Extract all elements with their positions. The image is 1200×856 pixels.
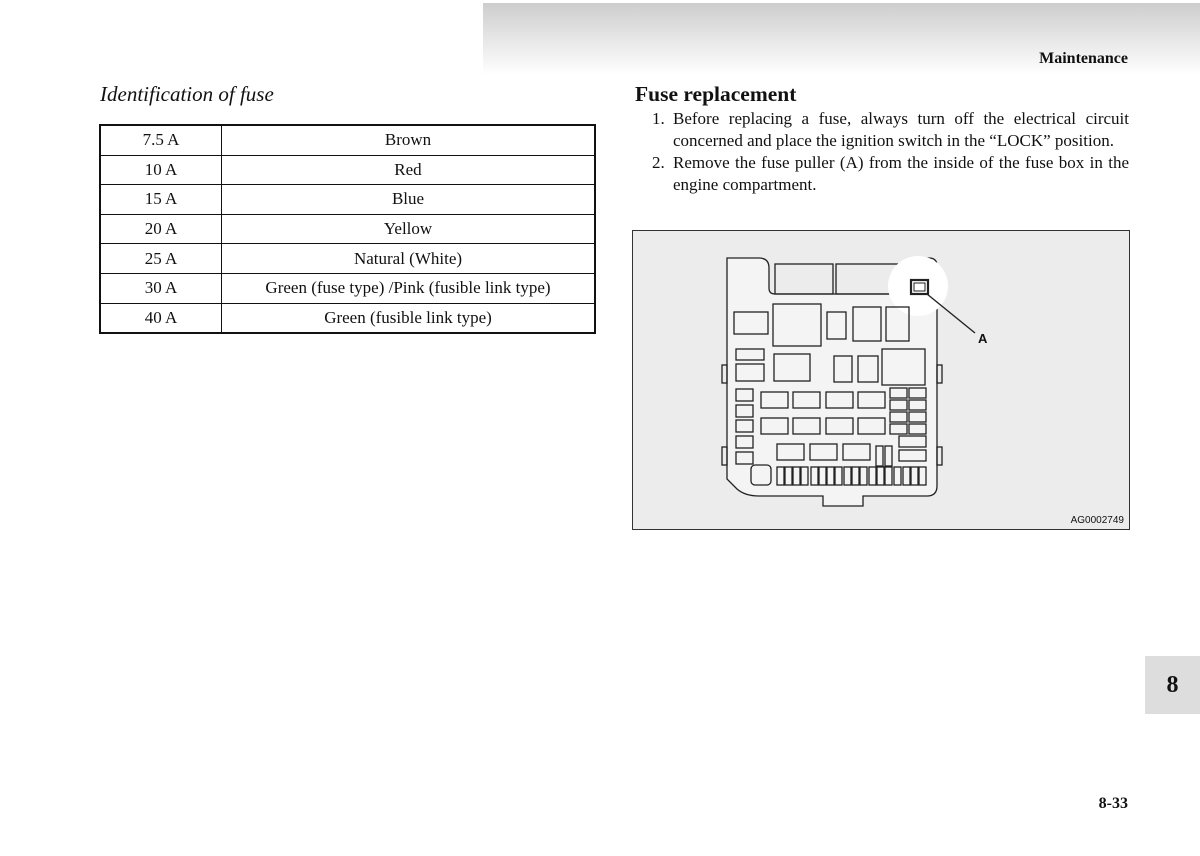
table-row <box>100 125 595 155</box>
table-row <box>100 244 595 274</box>
amperage-cell: 40 A <box>100 303 222 333</box>
table-row <box>100 214 595 244</box>
amperage-cell: 25 A <box>100 244 222 274</box>
table-row <box>100 303 595 333</box>
section-label: Maintenance <box>1039 50 1128 67</box>
color-cell: Blue <box>222 185 596 215</box>
amperage-cell: 10 A <box>100 155 222 185</box>
table-row <box>100 185 595 215</box>
color-cell: Green (fusible link type) <box>222 303 596 333</box>
color-cell: Brown <box>222 125 596 155</box>
color-cell: Yellow <box>222 214 596 244</box>
table-row <box>100 273 595 303</box>
amperage-cell: 30 A <box>100 273 222 303</box>
fuse-identification-title: Identification of fuse <box>100 82 274 106</box>
fuse-box-diagram <box>633 231 1129 529</box>
page-number: 8-33 <box>1098 795 1128 812</box>
figure-code: AG0002749 <box>1070 515 1124 526</box>
step-item <box>652 152 1129 196</box>
replacement-steps <box>652 108 1129 196</box>
callout-label-a: A <box>978 331 988 346</box>
amperage-cell: 20 A <box>100 214 222 244</box>
fuse-replacement-title: Fuse replacement <box>635 82 797 106</box>
step-number: 2. <box>652 153 665 172</box>
amperage-cell: 15 A <box>100 185 222 215</box>
step-item <box>652 108 1129 152</box>
step-text: Remove the fuse puller (A) from the inside of the fuse box in the engine compartment. <box>673 153 1129 194</box>
amperage-cell: 7.5 A <box>100 125 222 155</box>
step-number: 1. <box>652 109 665 128</box>
color-cell: Red <box>222 155 596 185</box>
fuse-color-table <box>99 124 596 334</box>
chapter-tab: 8 <box>1145 656 1200 714</box>
table-row <box>100 155 595 185</box>
color-cell: Natural (White) <box>222 244 596 274</box>
step-text: Before replacing a fuse, always turn off the electrical circuit concerned and place the ignition switch in the “LOCK” position. <box>673 109 1129 150</box>
color-cell: Green (fuse type) /Pink (fusible link type) <box>222 273 596 303</box>
fuse-box-figure <box>632 230 1130 530</box>
